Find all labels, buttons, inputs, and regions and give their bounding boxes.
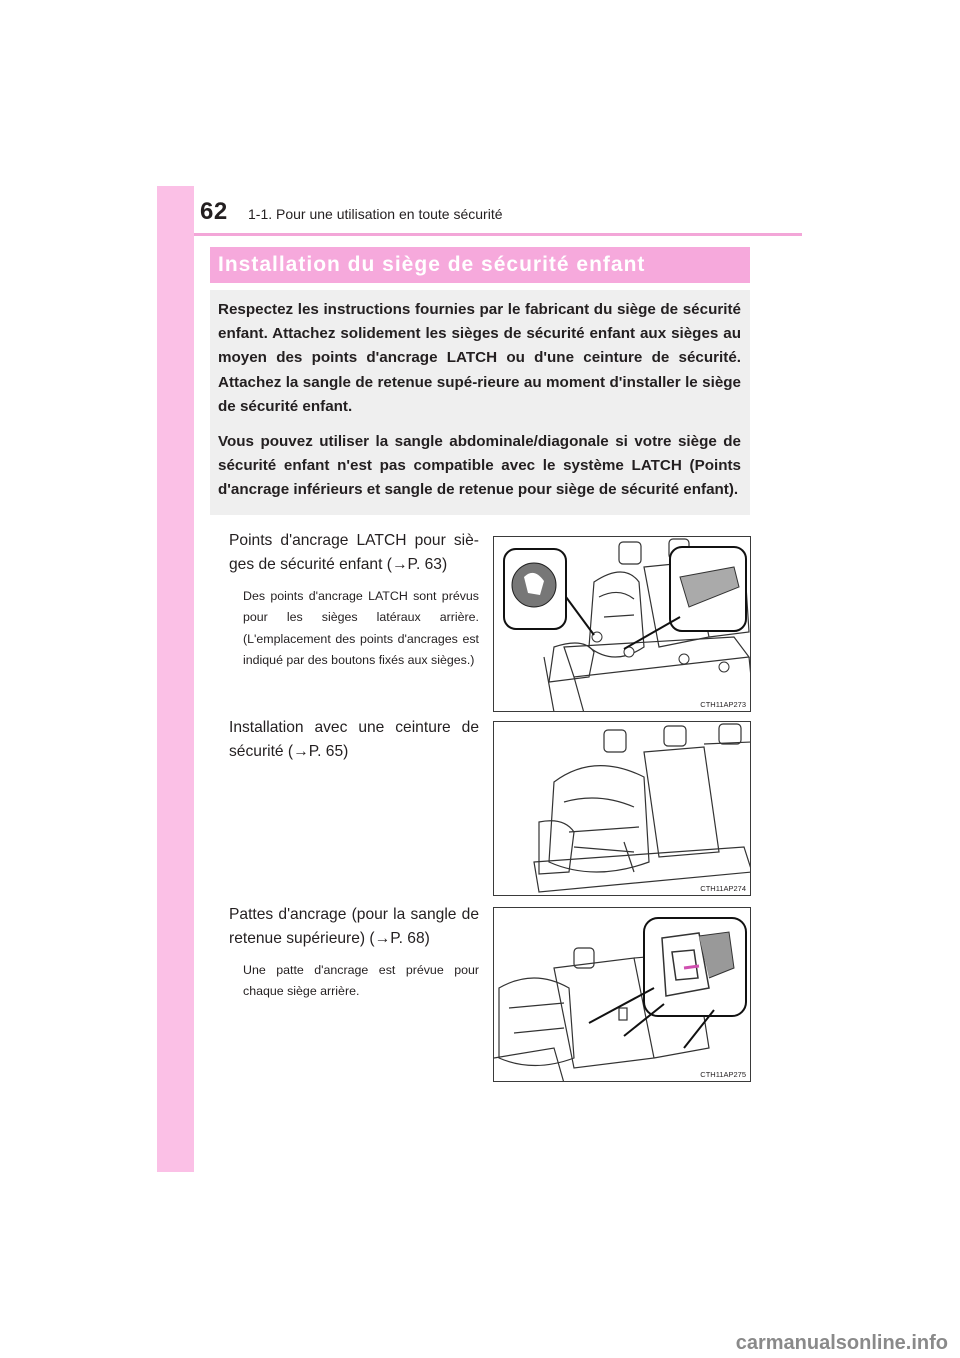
seatbelt-seat-illustration	[494, 722, 751, 896]
header-rule	[194, 233, 802, 236]
intro-paragraph-2: Vous pouvez utiliser la sangle abdominale/diagonale si votre siège de sécurité enfant n'est pas compatible avec le système LATCH (Points d'ancrage inférieurs et sangle de retenue pour siège de sécurité enfant).	[218, 433, 741, 499]
page-number: 62	[200, 198, 228, 225]
item-heading: Points d'ancrage LATCH pour siè-ges de sécurité enfant (→P. 63)	[229, 532, 479, 573]
item-seatbelt-install	[229, 716, 479, 763]
item-anchor-brackets	[229, 903, 479, 1003]
item-note: Des points d'ancrage LATCH sont prévus pour les sièges latéraux arrière. (L'emplacement des points d'ancrages est indiqué par des boutons fixés aux sièges.)	[243, 589, 479, 668]
figure-seatbelt-install	[493, 721, 751, 896]
page-title: Installation du siège de sécurité enfant	[218, 253, 646, 276]
anchor-bracket-illustration	[494, 908, 751, 1082]
intro-paragraph-1: Respectez les instructions fournies par le fabricant du siège de sécurité enfant. Attachez solidement les sièges de sécurité enfant aux sièges au moyen des points d'ancrage LATCH ou d'une ceinture de sécurité. Attachez la sangle de retenue supé-rieure au moment d'installer le siège de sécurité enfant.	[218, 301, 741, 415]
figure-code: CTH11AP275	[700, 1070, 746, 1079]
figure-latch-anchors	[493, 536, 751, 712]
figure-code: CTH11AP273	[700, 700, 746, 709]
page-title-bar	[210, 247, 750, 283]
intro-box	[210, 290, 750, 515]
item-latch-anchors	[229, 529, 479, 671]
item-heading: Pattes d'ancrage (pour la sangle de retenue supérieure) (→P. 68)	[229, 906, 479, 947]
section-title: 1-1. Pour une utilisation en toute sécurité	[248, 206, 503, 222]
item-heading: Installation avec une ceinture de sécurité (→P. 65)	[229, 719, 479, 760]
side-tab-strip	[157, 186, 194, 1172]
watermark: carmanualsonline.info	[735, 1332, 948, 1354]
latch-seat-illustration	[494, 537, 751, 712]
figure-code: CTH11AP274	[700, 884, 746, 893]
item-note: Une patte d'ancrage est prévue pour chaque siège arrière.	[243, 963, 479, 999]
figure-anchor-brackets	[493, 907, 751, 1082]
